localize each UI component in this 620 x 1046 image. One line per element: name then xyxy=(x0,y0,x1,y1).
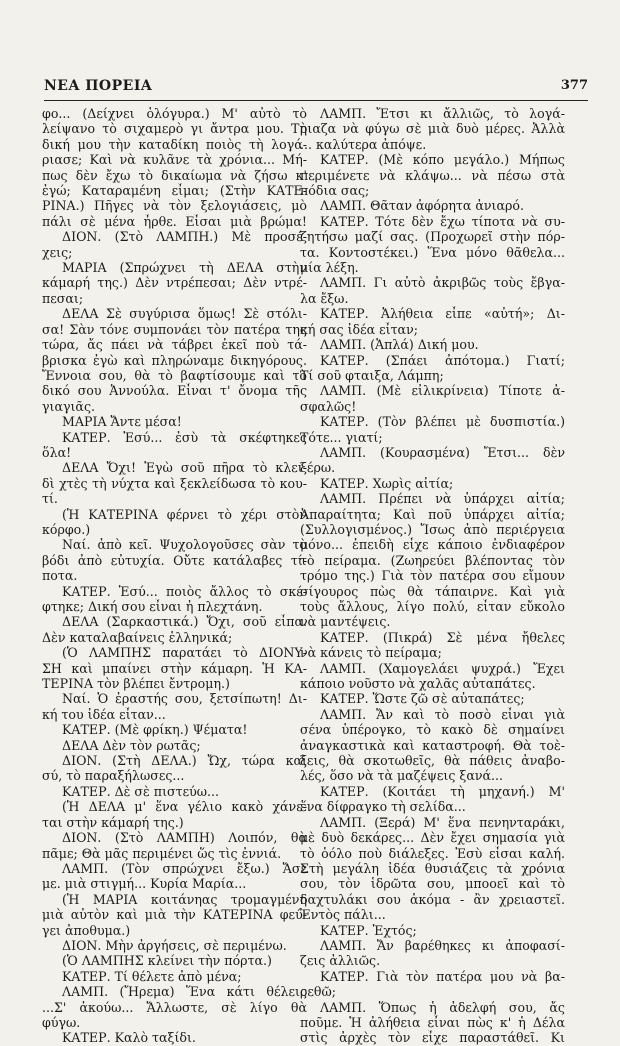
text-line: κή του ἰδέα εἶταν... xyxy=(42,706,166,722)
text-line: τί. xyxy=(42,491,58,507)
text-line: (Ἡ ΚΑΤΕΡΙΝΑ φέρνει τὸ χέρι στὸν xyxy=(62,506,307,522)
text-line: φύγω. xyxy=(42,1014,81,1030)
text-line: ΛΑΜΠ. Ἄν καὶ τὸ ποσὸ εἶναι γιὰ xyxy=(320,706,565,722)
text-line: με. μιὰ στιγμή... Κυρία Μαρία... xyxy=(42,876,247,892)
text-line: ὅλα! xyxy=(42,444,72,460)
text-line: ΛΑΜΠ. Ἄν βαρέθηκες κι ἀποφασί- xyxy=(320,937,565,953)
text-line: ΚΑΤΕΡ. Τί θέλετε ἀπὸ μένα; xyxy=(62,968,242,984)
text-line: ΚΑΤΕΡ. Καλὸ ταξίδι. xyxy=(62,1030,196,1046)
text-line: Ἔννοια σου, θὰ τὸ βαφτίσουμε καὶ τὸ xyxy=(42,367,307,383)
text-line: ποτα. xyxy=(42,568,78,584)
text-line: πόδια σας; xyxy=(300,183,370,199)
text-line: Ναί. ἀπὸ κεῖ. Ψυχολογοῦσες σὰν τὸ xyxy=(62,537,307,553)
text-line: ΚΑΤΕΡ. Δὲ σὲ πιστεύω... xyxy=(62,783,220,799)
text-line: γει ἀποθυμα.) xyxy=(42,922,131,938)
text-line: (Ἡ ΔΕΛΑ μ' ἕνα γέλιο κακὸ χάνε- xyxy=(62,799,307,815)
text-line: ΚΑΤΕΡ. (Πικρά) Σὲ μένα ἤθελες xyxy=(320,629,565,645)
text-line: ΚΑΤΕΡ. (Τὸν βλέπει μὲ δυσπιστία.) xyxy=(320,414,565,430)
text-line: ΚΑΤΕΡ. Ἀλήθεια εἶπε «αὐτή»; Δι- xyxy=(320,306,565,322)
text-line: μία λέξη. xyxy=(300,260,359,276)
text-line: λα ἔξω. xyxy=(300,290,349,306)
text-line: ΛΑΜΠ. (Κουρασμένα) Ἔτσι... δὲν xyxy=(320,444,565,460)
page-number: 377 xyxy=(560,78,588,93)
running-title: ΝΕΑ ΠΟΡΕΙΑ xyxy=(44,78,153,94)
text-line: πᾶμε; Θὰ μᾶς περιμένει ὥς τὶς ἐννιά. xyxy=(42,845,282,861)
text-line: δική μου τὴν καταδίκη ποιὸς τὴ λογά- xyxy=(42,136,307,152)
text-line: σύ, τὸ παραξήλωσες... xyxy=(42,768,185,784)
text-line: (Ὁ ΛΑΜΠΗΣ κλείνει τὴν πόρτα.) xyxy=(62,953,272,969)
text-line: ξεις, θὰ σκοτωθεῖς, θὰ πάθεις ἀναβο- xyxy=(300,753,565,769)
text-line: ΜΑΡΙΑ (Σπρώχνει τὴ ΔΕΛΑ στὴν xyxy=(62,260,307,276)
text-line: ΚΑΤΕΡ. Χωρὶς αἰτία; xyxy=(320,475,454,491)
text-line: τρόμο της.) Γιὰ τὸν πατέρα σου εἴμουν xyxy=(300,568,565,584)
page-header xyxy=(44,78,588,100)
text-line: ΚΑΤΕΡ. Γιὰ τὸν πατέρα μου νὰ βα- xyxy=(320,968,565,984)
text-line: ΛΑΜΠ. (Ἁπλά) Δική μου. xyxy=(320,337,479,353)
text-line: Στὴ μεγάλη ἰδέα θυσιάζεις τὰ χρόνια xyxy=(300,860,565,876)
text-line: Τότε... γιατί; xyxy=(300,429,383,445)
text-line: ΛΑΜΠ. (Μὲ εἰλικρίνεια) Τίποτε ἀ- xyxy=(320,383,565,399)
text-line: ΚΑΤΕΡ. Ἐχτός; xyxy=(320,922,417,938)
text-line: χεις; xyxy=(42,244,73,260)
text-line: ΔΙΟΝ. (Στὸ ΛΑΜΠΗ) Λοιπόν, θὰ xyxy=(62,830,307,846)
text-line: ΚΑΤΕΡ. (Μὲ φρίκη.) Ψέματα! xyxy=(62,722,248,738)
text-line: ΛΑΜΠ. (Τὸν σπρώχνει ἔξω.) Ἄσε xyxy=(62,860,307,876)
text-line: Τί σοῦ φταιξα, Λάμπη; xyxy=(300,367,444,383)
text-line: (Ὁ ΛΑΜΠΗΣ παρατάει τὸ ΔΙΟΝΥ- xyxy=(62,645,307,661)
text-line: ΛΑΜΠ. Ὅπως ἡ ἀδελφή σου, ἄς xyxy=(320,999,565,1015)
text-line: δὶ χτὲς τὴ νύχτα καὶ ξεκλείδωσα τὸ κου- xyxy=(42,475,307,491)
text-line: γιαγιᾶς. xyxy=(42,398,95,414)
text-line: ΛΑΜΠ. Γι αὐτὸ ἀκριβῶς τοὺς ἔβγα- xyxy=(320,275,565,291)
text-line: ΚΑΤΕΡ. (Κοιτάει τὴ μηχανή.) Μ' xyxy=(320,783,565,799)
text-line: ΚΑΤΕΡ. Ἐσύ... ἐσὺ τὰ σκέφτηκες xyxy=(62,429,307,445)
text-line: ἀναγκαστικὰ καὶ καταστροφή. Θὰ τοὲ- xyxy=(300,737,565,753)
text-line: (Ἡ ΜΑΡΙΑ κοιτάνηας τρομαγμένη xyxy=(62,891,307,907)
text-line: κάμαρή της.) Δὲν ντρέπεσαι; Δὲν ντρέ- xyxy=(42,275,307,291)
text-line: ΛΑΜΠ. (Χαμογελάει ψυχρά.) Ἔχει xyxy=(320,660,565,676)
text-line: ΛΑΜΠ. (Ἤρεμα) Ἕνα κάτι θέλεις xyxy=(62,984,307,1000)
text-line: κάποιο νοῦστο νὰ χαλᾶς αὐταπάτες. xyxy=(300,676,536,692)
text-line: κή σας ἰδέα εἶταν; xyxy=(300,321,418,337)
text-line: πάλι σὲ μένα ἦρθε. Εἶσαι μιὰ βρώμα! xyxy=(42,213,307,229)
text-line: ΤΕΡΙΝΑ τὸν βλέπει ἔντρομη.) xyxy=(42,676,230,692)
text-line: ΛΑΜΠ. Πρέπει νὰ ὑπάρχει αἰτία; xyxy=(320,491,565,507)
text-line: ζεις ἀλλιῶς. xyxy=(300,953,381,969)
text-line: ... καλύτερα ἀπόψε. xyxy=(300,136,427,152)
text-line: (Συλλογισμένος.) Ἴσως ἀπὸ περιέργεια xyxy=(300,521,565,537)
text-line: ΔΕΛΑ (Σαρκαστικά.) Ὄχι, σοῦ εἶπα. xyxy=(62,614,307,630)
text-line: λείψανο τὸ σιχαμερὸ γι ἄντρα μου. Τὴ xyxy=(42,121,307,137)
text-line: Δὲν καταλαβαίνεις ἑλληνικά; xyxy=(42,629,233,645)
text-line: Ναί. Ὁ ἐραστής σου, ξετσίπωτη! Δι- xyxy=(62,691,307,707)
text-line: νὰ κάνεις τὸ πείραμα; xyxy=(300,645,442,661)
text-line: ΔΕΛΑ Δὲν τὸν ρωτᾶς; xyxy=(62,737,201,753)
text-line: ΡΙΝΑ.) Πῆγες νὰ τὸν ξελογιάσεις, μὸ xyxy=(42,198,307,214)
text-line: ΚΑΤΕΡ. Ἐσύ... ποιὸς ἄλλος τὸ σκέ- xyxy=(62,583,307,599)
text-line: ΚΑΤΕΡ. Ὥστε ζῶ σὲ αὐταπάτες; xyxy=(320,691,525,707)
text-line: ΔΕΛΑ Σὲ συγύρισα ὅμως! Σὲ στόλι- xyxy=(62,306,307,322)
text-line: ΔΙΟΝ. (Στὴ ΔΕΛΑ.) Ὤχ, τώρα καὶ xyxy=(62,753,307,769)
text-line: ΚΑΤΕΡ. (Σπάει ἀπότομα.) Γιατί; xyxy=(320,352,565,368)
left-column xyxy=(42,106,307,1046)
text-line: νὰ μαντέψεις. xyxy=(300,614,391,630)
text-line: φο... (Δείχνει ὁλόγυρα.) Μ' αὐτὸ τὸ xyxy=(42,106,307,121)
text-line: ποῦμε. Ἡ ἀλήθεια εἶναι πὼς κ' ἡ Δέλα xyxy=(300,1014,565,1030)
text-line: φτηκε; Δική σου εἶναι ἡ πλεχτάνη. xyxy=(42,599,263,614)
text-line: ται στὴν κάμαρή της.) xyxy=(42,814,184,830)
text-line: μόνο... ἐπειδὴ εἶχε κάποιο ἐνδιαφέρον xyxy=(300,537,565,553)
text-line: ρεθῶ; xyxy=(300,984,337,1000)
text-line: κόρφο.) xyxy=(42,521,91,537)
text-line: σου, τὸν ἱδρῶτα σου, μποοεῖ καὶ τὸ xyxy=(300,876,565,892)
text-line: τώρα, ἄς πάει νὰ τάβρει ἐκεῖ ποὺ τά- xyxy=(42,337,307,353)
text-line: πεσαι; xyxy=(42,290,84,306)
text-line: βόδι ἀπὸ εὐτυχία. Οὔτε κατάλαβες τί- xyxy=(42,552,307,568)
text-line: τα. Κοντοστέκει.) Ἕνα μόνο θᾶθελα... xyxy=(300,244,565,260)
text-line: μὲ δυὸ δεκάρες... Δὲν ἔχει σημασία γιὰ xyxy=(300,830,565,846)
text-line: λές, ὅσο νὰ τὰ μαζέψεις ξανά... xyxy=(300,768,504,784)
text-line: ΛΑΜΠ. (Ξερά) Μ' ἕνα πενηνταράκι, xyxy=(320,814,565,830)
text-line: περιμένετε νὰ κλάψω... νὰ πέσω στὰ xyxy=(300,167,565,183)
right-column xyxy=(300,106,565,1046)
text-line: βρισκα ἐγὼ καὶ πληρώναμε δικηγόρους. xyxy=(42,352,307,368)
text-line: ἕνα δίφραγκο τὴ σελίδα... xyxy=(300,799,466,815)
text-line: ΔΙΟΝ. Μὴν ἀργήσεις, σὲ περιμένω. xyxy=(62,937,287,953)
text-line: ΛΑΜΠ. Ἔτσι κι ἄλλιῶς, τὸ λογά- xyxy=(320,106,565,121)
text-line: ...Σ' ἀκούω... Ἄλλωστε, σὲ λίγο θὰ xyxy=(42,999,307,1015)
text-line: ΚΑΤΕΡ. (Μὲ κόπο μεγάλο.) Μήπως xyxy=(320,152,565,168)
text-line: σφαλῶς! xyxy=(300,398,357,414)
text-line: τὸ πείραμα. (Ζωηρεύει βλέποντας τὸν xyxy=(300,552,565,568)
text-line: ριασε; Καὶ νὰ κυλᾶνε τὰ χρόνια... Μή- xyxy=(42,152,307,168)
text-line: σα! Σὰν τόνε συμπονάει τὸν πατέρα της xyxy=(42,321,307,337)
text-line: δαχτυλάκι σου ἀκόμα - ἂν χρειαστεῖ. xyxy=(300,891,565,907)
text-line: ΣΗ καὶ μπαίνει στὴν κάμαρη. Ἡ ΚΑ- xyxy=(42,660,307,676)
text-line: Ἀπαραίτητα; Καὶ ποῦ ὑπάρχει αἰτία; xyxy=(300,506,565,522)
header-rule xyxy=(44,100,588,101)
text-line: ἐγώ; Καταραμένη εἶμαι; (Στὴν ΚΑΤΕ- xyxy=(42,183,307,199)
text-line: ΚΑΤΕΡ. Τότε δὲν ἔχω τίποτα νὰ συ- xyxy=(320,213,565,229)
text-line: ξέρω. xyxy=(300,460,336,476)
text-line: ΔΙΟΝ. (Στὸ ΛΑΜΠΗ.) Μὲ προσέ- xyxy=(62,229,307,245)
text-line: μιὰ αὐτὸν καὶ μιὰ τὴν ΚΑΤΕΡΙΝΑ φεύ- xyxy=(42,907,307,923)
text-line: δικό σου Ἀννούλα. Εἶναι τ' ὄνομα τῆς xyxy=(42,383,307,399)
text-line: σένα ὑπέρογκο, τὸ κακὸ δὲ σημαίνει xyxy=(300,722,565,738)
text-line: τοὺς ἄλλους, λίγο πολύ, εἶταν εὔκολο xyxy=(300,599,565,614)
text-line: πως δὲν ἔχω τὸ δικαίωμα νὰ ζήσω κ' xyxy=(42,167,307,183)
text-line: ΔΕΛΑ Ὄχι! Ἐγὼ σοῦ πῆρα τὸ κλει- xyxy=(62,460,307,476)
text-line: ριαζα νὰ φύγω σὲ μιὰ δυὸ μέρες. Ἀλλὰ xyxy=(300,121,565,137)
text-line: σίγουρος πὼς θὰ τάπαιρνε. Καὶ γιὰ xyxy=(300,583,565,599)
text-line: ΜΑΡΙΑ Ἄντε μέσα! xyxy=(62,414,182,430)
text-line: ζητήσω μαζί σας. (Προχωρεῖ στὴν πόρ- xyxy=(300,229,565,245)
text-line: Ἐντὸς πάλι... xyxy=(300,907,386,923)
text-line: στὶς ἀρχὲς τὸν εἶχε παραστάθεῖ. Κι xyxy=(300,1030,565,1046)
text-line: ΛΑΜΠ. Θᾶταν ἀφόρητα ἀνιαρό. xyxy=(320,198,524,214)
text-line: τὸ ὁόλο ποὺ διάλεξες. Ἐσὺ εἶσαι καλή. xyxy=(300,845,565,861)
